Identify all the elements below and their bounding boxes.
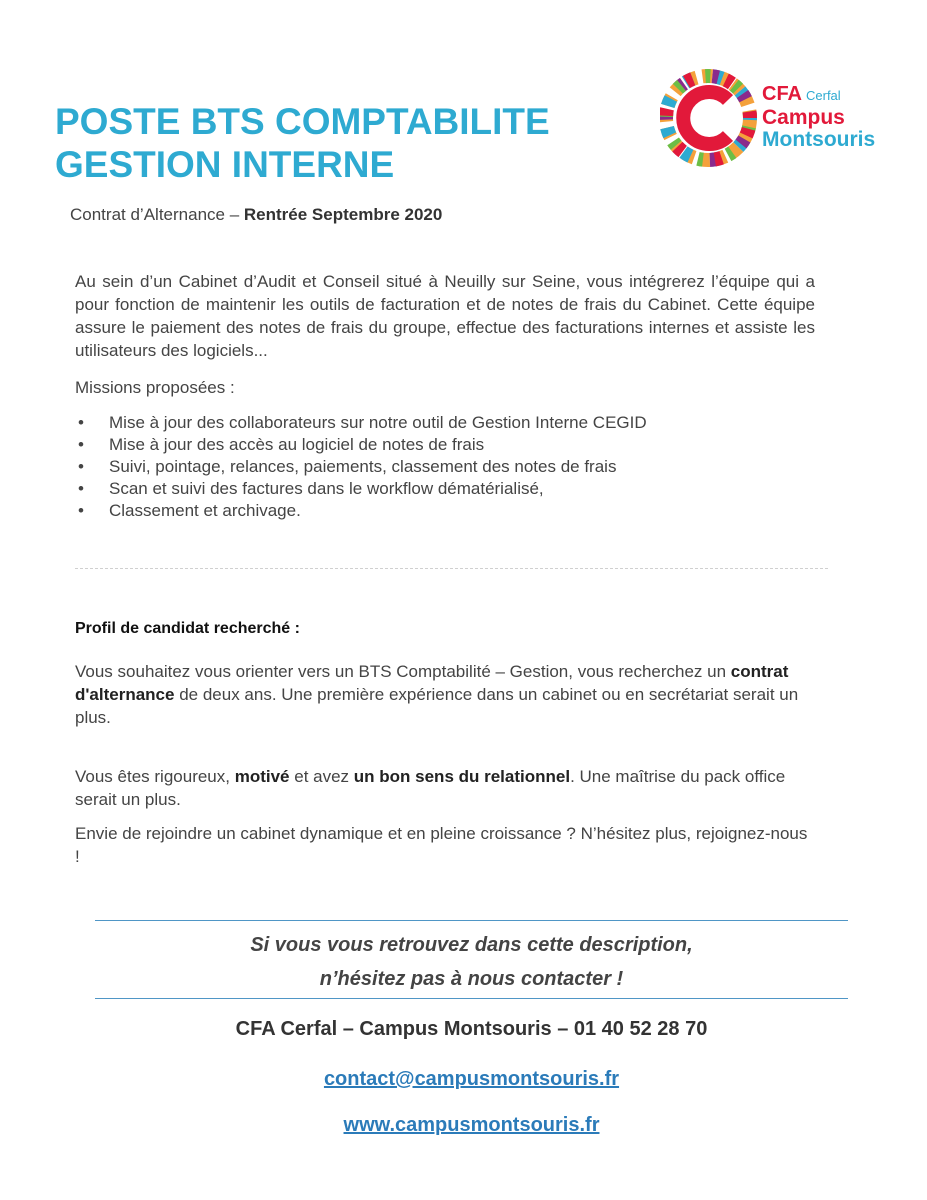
profil-paragraph-3: Envie de rejoindre un cabinet dynamique et en pleine croissance ? N’hésitez plus, rejoignez-nous !	[75, 824, 808, 866]
website-link[interactable]: www.campusmontsouris.fr	[343, 1114, 600, 1136]
cta-line-2: n’hésitez pas à nous contacter !	[319, 968, 624, 990]
title-line-2: GESTION INTERNE	[55, 144, 395, 185]
list-item: • Suivi, pointage, relances, paiements, classement des notes de frais	[75, 456, 647, 478]
list-item: • Classement et archivage.	[75, 500, 647, 522]
title-line-1: POSTE BTS COMPTABILITE	[55, 101, 550, 142]
cta-line-1: Si vous vous retrouvez dans cette description,	[250, 934, 693, 956]
subtitle-date: Rentrée Septembre 2020	[243, 205, 443, 224]
missions-label: Missions proposées :	[75, 378, 235, 397]
intro-paragraph: Au sein d’un Cabinet d’Audit et Conseil situé à Neuilly sur Seine, vous intégrerez l’équipe qui a pour fonction de maintenir les outils de facturation et de notes de frais du Cabinet. Cette équipe assure le paiement des notes de frais du groupe, effectue des facturations internes et assiste les utilisateurs des logiciels...	[75, 272, 815, 360]
page-title	[55, 100, 550, 186]
logo-cfa: CFA Cerfal	[762, 83, 841, 105]
list-item: • Scan et suivi des factures dans le workflow dématérialisé,	[75, 478, 647, 500]
logo-montsouris: Montsouris	[762, 128, 876, 151]
profil-heading: Profil de candidat recherché :	[75, 620, 300, 637]
email-link[interactable]: contact@campusmontsouris.fr	[323, 1068, 620, 1090]
profil-paragraph-1: Vous souhaitez vous orienter vers un BTS Comptabilité – Gestion, vous recherchez un contrat d'alternance de deux ans. Une première expérience dans un cabinet ou en secrétariat serait un plus.	[75, 662, 799, 727]
subtitle-prefix: Contrat d’Alternance –	[70, 205, 240, 224]
list-item: • Mise à jour des accès au logiciel de notes de frais	[75, 434, 647, 456]
profil-paragraph-2: Vous êtes rigoureux, motivé et avez un bon sens du relationnel. Une maîtrise du pack office serait un plus.	[75, 767, 786, 809]
list-item: • Mise à jour des collaborateurs sur notre outil de Gestion Interne CEGID	[75, 412, 647, 434]
logo-campus: Campus	[762, 106, 845, 129]
call-to-action	[95, 928, 848, 996]
subtitle	[70, 205, 442, 225]
contract-type: contrat d'alternance	[75, 662, 789, 704]
footer-rule-bottom	[95, 998, 848, 999]
contact-info: CFA Cerfal – Campus Montsouris – 01 40 52 28 70	[235, 1018, 708, 1040]
missions-list	[75, 412, 647, 522]
logo-text	[762, 83, 875, 151]
logo-cerfal: Cerfal	[806, 88, 841, 103]
footer-rule-top	[95, 920, 848, 921]
section-divider	[75, 568, 828, 569]
